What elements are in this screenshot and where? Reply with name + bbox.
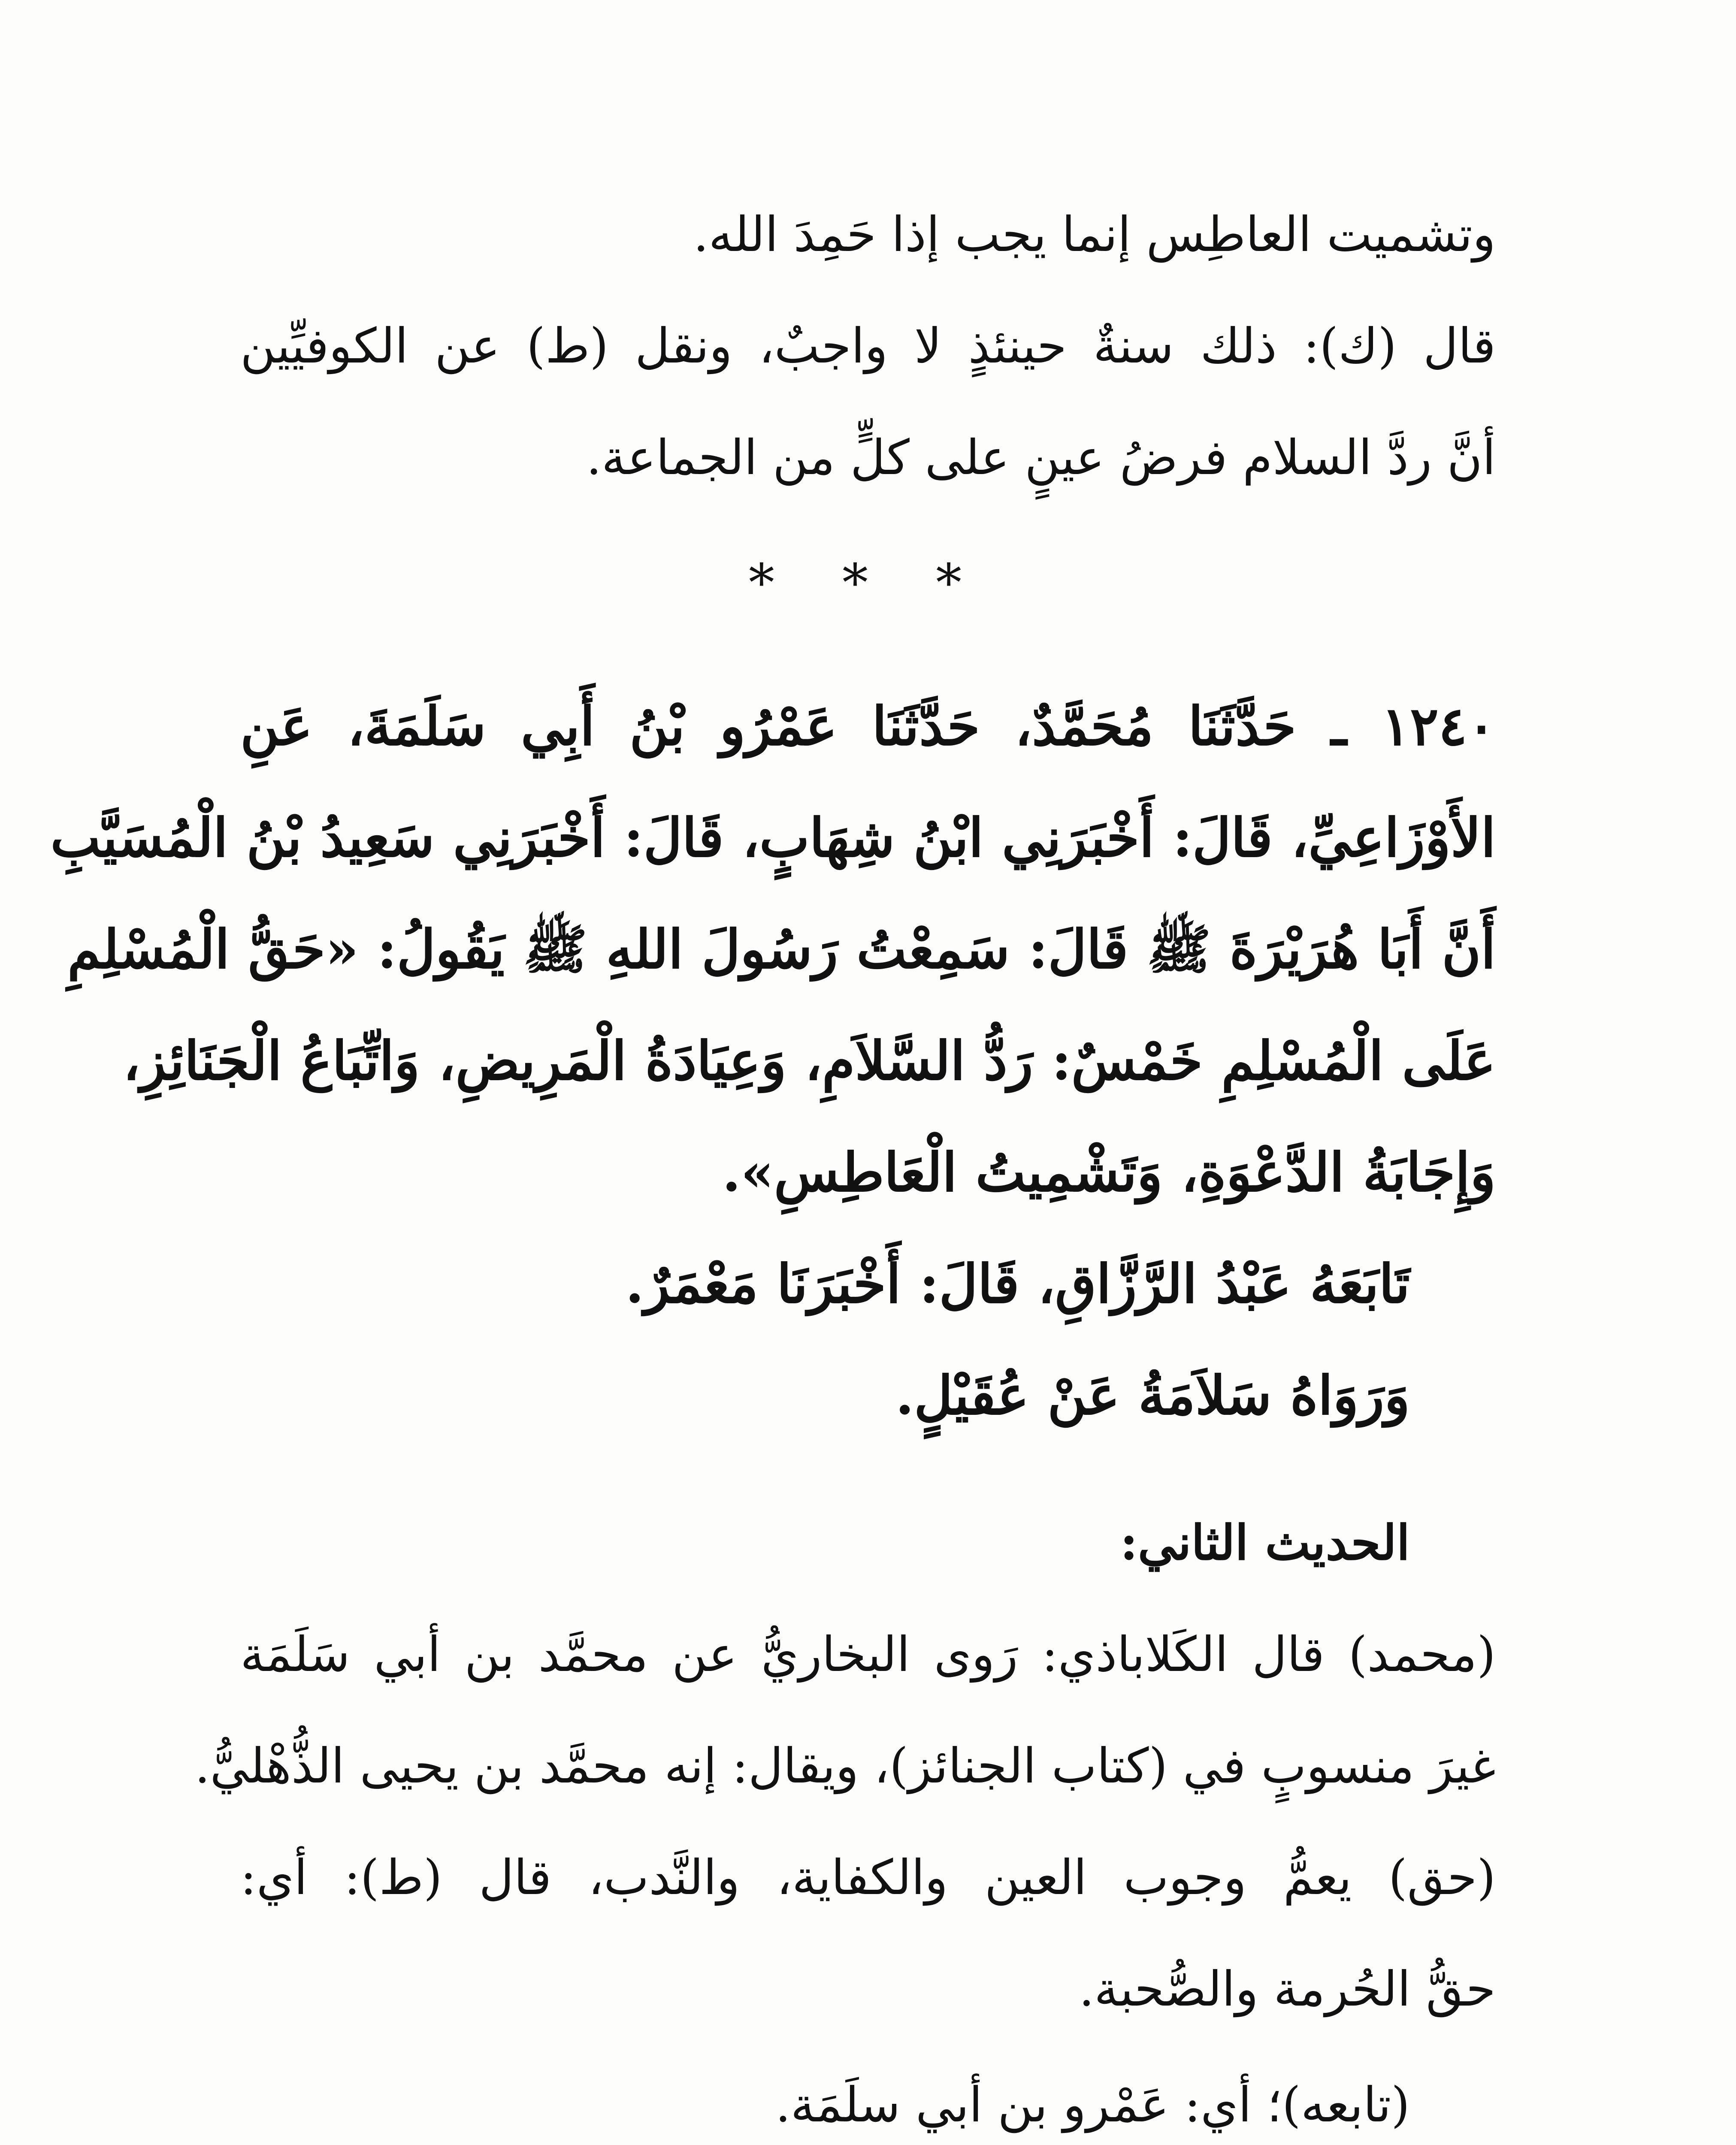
commentary-line: (حق) يعمُّ وجوب العين والكفاية، والنَّدب، قال (ط): أي: <box>240 1850 1496 1906</box>
hadith-line: أَنَّ أَبَا هُرَيْرَةَ ﷺ قَالَ: سَمِعْتُ رَسُولَ اللهِ ﷺ يَقُولُ: «حَقُّ الْمُسْلِمِ <box>67 918 1496 981</box>
hadith-line: الأَوْزَاعِيِّ، قَالَ: أَخْبَرَنِي ابْنُ شِهَابٍ، قَالَ: أَخْبَرَنِي سَعِيدُ بْنُ الْمُسَيَّبِ <box>50 807 1496 869</box>
hadith-follow-line: تَابَعَهُ عَبْدُ الرَّزَّاقِ، قَالَ: أَخْبَرَنَا مَعْمَرٌ. <box>625 1253 1410 1315</box>
commentary-heading: الحديث الثاني: <box>1120 1515 1410 1571</box>
section-separator: * * * <box>748 553 988 613</box>
commentary-line: حقُّ الحُرمة والصُّحبة. <box>1079 1961 1496 2017</box>
hadith-line: وَإِجَابَةُ الدَّعْوَةِ، وَتَشْمِيتُ الْعَاطِسِ». <box>722 1142 1496 1204</box>
commentary-line: (محمد) قال الكَلاباذي: رَوى البخاريُّ عن محمَّد بن أبي سَلَمَة <box>240 1627 1496 1683</box>
commentary-line: قال (ك): ذلك سنةٌ حينئذٍ لا واجبٌ، ونقل (ط) عن الكوفيِّين <box>240 318 1496 374</box>
commentary-line: أنَّ ردَّ السلام فرضُ عينٍ على كلٍّ من الجماعة. <box>586 430 1496 486</box>
commentary-line: (تابعه)؛ أي: عَمْرو بن أبي سلَمَة. <box>775 2077 1410 2133</box>
commentary-line: غيرَ منسوبٍ في (كتاب الجنائز)، ويقال: إنه محمَّد بن يحيى الذُّهْليُّ. <box>194 1738 1496 1794</box>
commentary-line: وتشميت العاطِس إنما يجب إذا حَمِدَ الله. <box>693 207 1496 263</box>
hadith-follow-line: وَرَوَاهُ سَلاَمَةُ عَنْ عُقَيْلٍ. <box>895 1365 1410 1427</box>
hadith-line: عَلَى الْمُسْلِمِ خَمْسٌ: رَدُّ السَّلاَمِ، وَعِيَادَةُ الْمَرِيضِ، وَاتِّبَاعُ الْجَنَائِزِ، <box>123 1030 1496 1092</box>
hadith-line: ١٢٤٠ ـ حَدَّثَنَا مُحَمَّدٌ، حَدَّثَنَا عَمْرُو بْنُ أَبِي سَلَمَةَ، عَنِ <box>240 695 1496 758</box>
